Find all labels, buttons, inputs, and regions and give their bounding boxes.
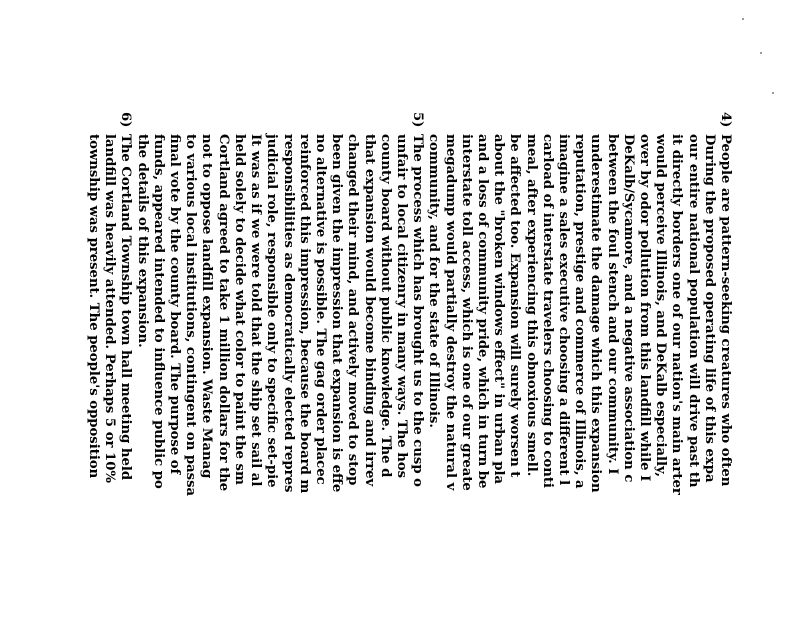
item-paragraph [133, 134, 425, 618]
text-line: over by odor pollution from this landfill while I [636, 134, 652, 482]
text-line: been given the impression that expansion is effe [329, 134, 345, 493]
text-line: final vote by the county board. The purpose of [167, 134, 183, 475]
text-line: community, and for the state of Illinois. [426, 134, 442, 429]
text-line: megadump would partially destroy the natural v [442, 134, 458, 491]
text-line: to various local institutions, contingent on passa [183, 134, 199, 497]
text-line: funds, appeared intended to influence public po [150, 134, 166, 489]
text-line: During the proposed operating life of this expa [701, 134, 717, 483]
text-line: that expansion would become binding and irrev [361, 134, 377, 487]
text-line: and a loss of community pride, which in turn be [474, 134, 490, 489]
text-line: responsibilities as democratically elected repres [280, 134, 296, 493]
text-line: interstate toll access, which is one of our greate [458, 134, 474, 491]
text-line: the details of this expansion. [134, 134, 150, 348]
text-line: between the foul stench and our community. I [604, 134, 620, 475]
text-line: our entire national population will drive past th [685, 134, 701, 488]
text-line: changed their mind, and actively moved to stop [345, 134, 361, 486]
numbered-item [425, 112, 733, 618]
scan-speck [742, 18, 744, 20]
text-line: DeKalb/Sycamore, and a negative association c [620, 134, 636, 483]
text-line: reputation, prestige and commerce of Illinois, a [572, 134, 588, 489]
text-line: county board without public knowledge. The d [377, 134, 393, 478]
text-line: underestimate the damage which this expansion [588, 134, 604, 493]
item-paragraph [425, 134, 733, 618]
text-line: landfill was heavily attended. Perhaps 5 or 10% [102, 134, 118, 483]
item-number: 6) [118, 112, 134, 128]
text-line: no alternative is possible. The gag order placec [312, 134, 328, 485]
numbered-item [133, 112, 425, 618]
text-line: it directly borders one of our nation's main arter [669, 134, 685, 495]
text-line: It was as if we were told that the ship set sail al [248, 134, 264, 487]
text-line: about the "broken windows effect" in urban pla [491, 134, 507, 485]
text-line: carload of interstate travelers choosing to conti [539, 134, 555, 488]
item-number: 5) [410, 112, 426, 128]
rotated-text-block [85, 112, 733, 618]
text-line: Cortland agreed to take 1 million dollars for the [215, 134, 231, 492]
text-line: not to oppose landfill expansion. Waste Manag [199, 134, 215, 479]
text-line: The Cortland Township town hall meeting held [118, 134, 134, 481]
text-line: The process which has brought us to the cusp o [410, 134, 426, 487]
text-line: meal, after experiencing this obnoxious smell. [523, 134, 539, 477]
text-line: imagine a sales executive choosing a different l [555, 134, 571, 486]
text-line: judicial role, responsible only to specific set-pie [264, 134, 280, 488]
item-paragraph [85, 134, 134, 618]
text-line: be affected too. Expansion will surely worsen t [507, 134, 523, 478]
numbered-item [85, 112, 134, 618]
text-line: township was present. The people's opposition [86, 134, 102, 479]
item-number: 4) [718, 112, 733, 128]
text-line: People are pattern-seeking creatures who often [718, 134, 733, 487]
text-line: held solely to decide what color to paint the sm [231, 134, 247, 485]
text-line: reinforced this impression, because the board m [296, 134, 312, 494]
scan-speck [772, 92, 774, 94]
text-line: would perceive Illinois, and DeKalb especially, [653, 134, 669, 478]
scan-speck [760, 52, 762, 54]
text-line: unfair to local citizenry in many ways. The hos [393, 134, 409, 479]
